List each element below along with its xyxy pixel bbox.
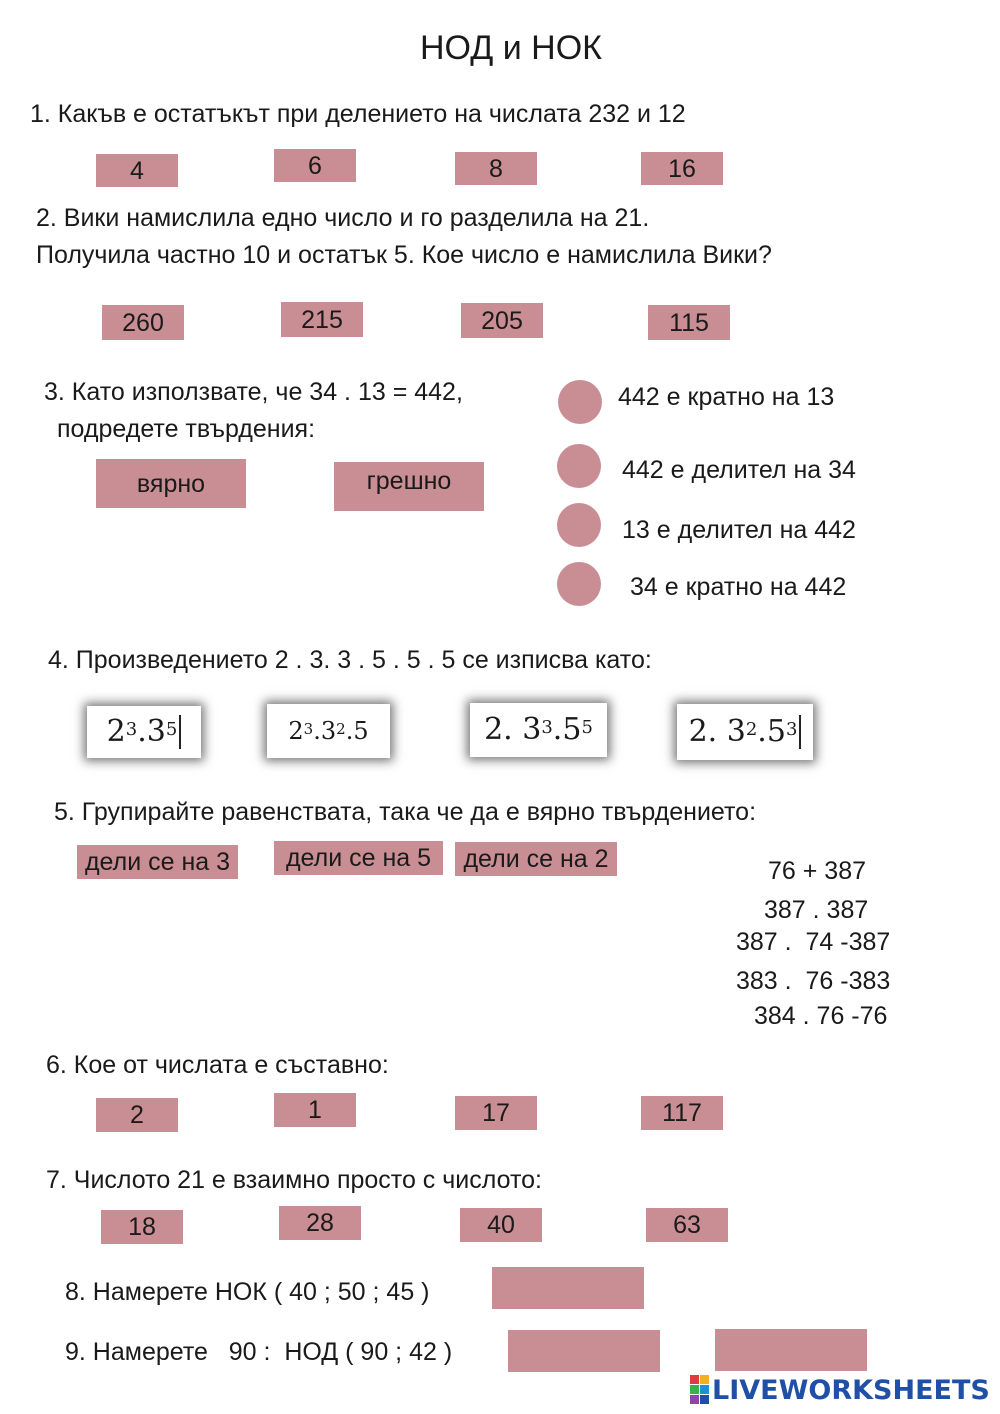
q4-option-4-a-exp: 2 — [745, 719, 758, 740]
expression-3[interactable]: 387 . 74 -387 — [736, 928, 891, 956]
question-1-text: 1. Какъв е остатъкът при делението на числата 232 и 12 — [30, 100, 686, 128]
question-2-line-1: 2. Вики намислила едно число и го разделила на 21. — [36, 204, 650, 232]
q7-option-4[interactable]: 63 — [646, 1208, 728, 1242]
statement-1-text: 442 е кратно на 13 — [618, 383, 835, 411]
q7-option-3[interactable]: 40 — [460, 1208, 542, 1242]
q9-answer-field-2[interactable] — [715, 1329, 867, 1371]
question-3-line-2: подредете твърдения: — [57, 415, 316, 443]
q4-option-2-b-exp: 2 — [336, 720, 346, 738]
q1-option-2[interactable]: 6 — [274, 149, 356, 182]
q2-option-4[interactable]: 115 — [648, 305, 730, 340]
q4-option-4-a: 2. 3 — [688, 714, 746, 749]
group-divisible-by-5[interactable]: дели се на 5 — [274, 841, 443, 875]
q4-option-4-sep: . — [757, 714, 767, 749]
q4-option-3-sep: . — [552, 712, 563, 747]
statement-3-text: 13 е делител на 442 — [622, 516, 856, 544]
q4-option-3[interactable] — [470, 703, 607, 757]
question-4-text: 4. Произведението 2 . 3. 3 . 5 . 5 . 5 се изписва като: — [48, 646, 652, 674]
q4-option-2-a: 2 — [288, 717, 304, 745]
q8-answer-field[interactable] — [492, 1267, 644, 1309]
q4-option-1[interactable] — [87, 706, 201, 758]
q6-option-2[interactable]: 1 — [274, 1093, 356, 1127]
q4-option-1-a-exp: 3 — [125, 719, 138, 740]
q4-option-1-b: 3 — [146, 714, 166, 749]
q4-option-4[interactable] — [677, 704, 813, 760]
statement-2-text: 442 е делител на 34 — [622, 456, 856, 484]
statement-4-handle[interactable] — [557, 562, 601, 606]
q6-option-4[interactable]: 117 — [641, 1096, 723, 1130]
liveworksheets-logo — [690, 1372, 990, 1408]
q4-option-1-b-exp: 5 — [165, 719, 178, 740]
q4-option-2[interactable] — [267, 704, 390, 758]
text-cursor — [179, 715, 181, 749]
q1-option-1[interactable]: 4 — [96, 154, 178, 187]
q4-option-1-a: 2 — [106, 714, 126, 749]
page-title: НОД и НОК — [420, 29, 602, 67]
expression-1[interactable]: 76 + 387 — [768, 857, 867, 885]
q6-option-1[interactable]: 2 — [96, 1098, 178, 1132]
q4-option-3-a: 2. 3 — [484, 712, 542, 747]
q4-option-4-b: 5 — [766, 714, 786, 749]
q9-answer-field-1[interactable] — [508, 1330, 660, 1372]
liveworksheets-logo-icon — [690, 1375, 710, 1405]
statement-1-handle[interactable] — [558, 380, 602, 424]
question-8-text: 8. Намерете НОК ( 40 ; 50 ; 45 ) — [65, 1278, 430, 1306]
question-6-text: 6. Кое от числата е съставно: — [46, 1051, 389, 1079]
q7-option-2[interactable]: 28 — [279, 1206, 361, 1240]
question-7-text: 7. Числото 21 е взаимно просто с числото: — [46, 1166, 542, 1194]
q4-option-3-b-exp: 5 — [581, 717, 593, 738]
expression-4[interactable]: 383 . 76 -383 — [736, 967, 891, 995]
question-9-text: 9. Намерете 90 : НОД ( 90 ; 42 ) — [65, 1338, 453, 1366]
q4-option-3-b: 5 — [562, 712, 582, 747]
q4-option-1-sep: . — [137, 714, 147, 749]
question-2-line-2: Получила частно 10 и остатък 5. Кое число е намислила Вики? — [36, 241, 772, 269]
q2-option-2[interactable]: 215 — [281, 302, 363, 337]
liveworksheets-logo-text: LIVEWORKSHEETS — [712, 1374, 990, 1406]
statement-2-handle[interactable] — [557, 444, 601, 488]
q4-option-2-b: 3 — [320, 717, 337, 745]
question-5-text: 5. Групирайте равенствата, така че да е вярно твърдението: — [54, 798, 757, 826]
q4-option-3-a-exp: 3 — [541, 717, 553, 738]
q6-option-3[interactable]: 17 — [455, 1096, 537, 1130]
q1-option-3[interactable]: 8 — [455, 152, 537, 185]
q1-option-4[interactable]: 16 — [641, 152, 723, 185]
q2-option-1[interactable]: 260 — [102, 305, 184, 340]
statement-3-handle[interactable] — [557, 503, 601, 547]
expression-5[interactable]: 384 . 76 -76 — [754, 1002, 888, 1030]
q2-option-3[interactable]: 205 — [461, 303, 543, 338]
group-divisible-by-2[interactable]: дели се на 2 — [455, 842, 617, 876]
question-3-line-1: 3. Като използвате, че 34 . 13 = 442, — [44, 378, 463, 406]
q4-option-2-a-exp: 3 — [303, 720, 314, 738]
q4-option-2-c: .5 — [345, 717, 369, 745]
q7-option-1[interactable]: 18 — [101, 1210, 183, 1244]
group-divisible-by-3[interactable]: дели се на 3 — [77, 845, 238, 879]
false-drop-zone[interactable]: грешно — [334, 462, 484, 511]
q4-option-2-sep: . — [313, 717, 321, 745]
true-drop-zone[interactable]: вярно — [96, 459, 246, 508]
statement-4-text: 34 е кратно на 442 — [630, 573, 847, 601]
expression-2[interactable]: 387 . 387 — [764, 896, 869, 924]
text-cursor — [799, 715, 801, 749]
q4-option-4-b-exp: 3 — [785, 719, 798, 740]
